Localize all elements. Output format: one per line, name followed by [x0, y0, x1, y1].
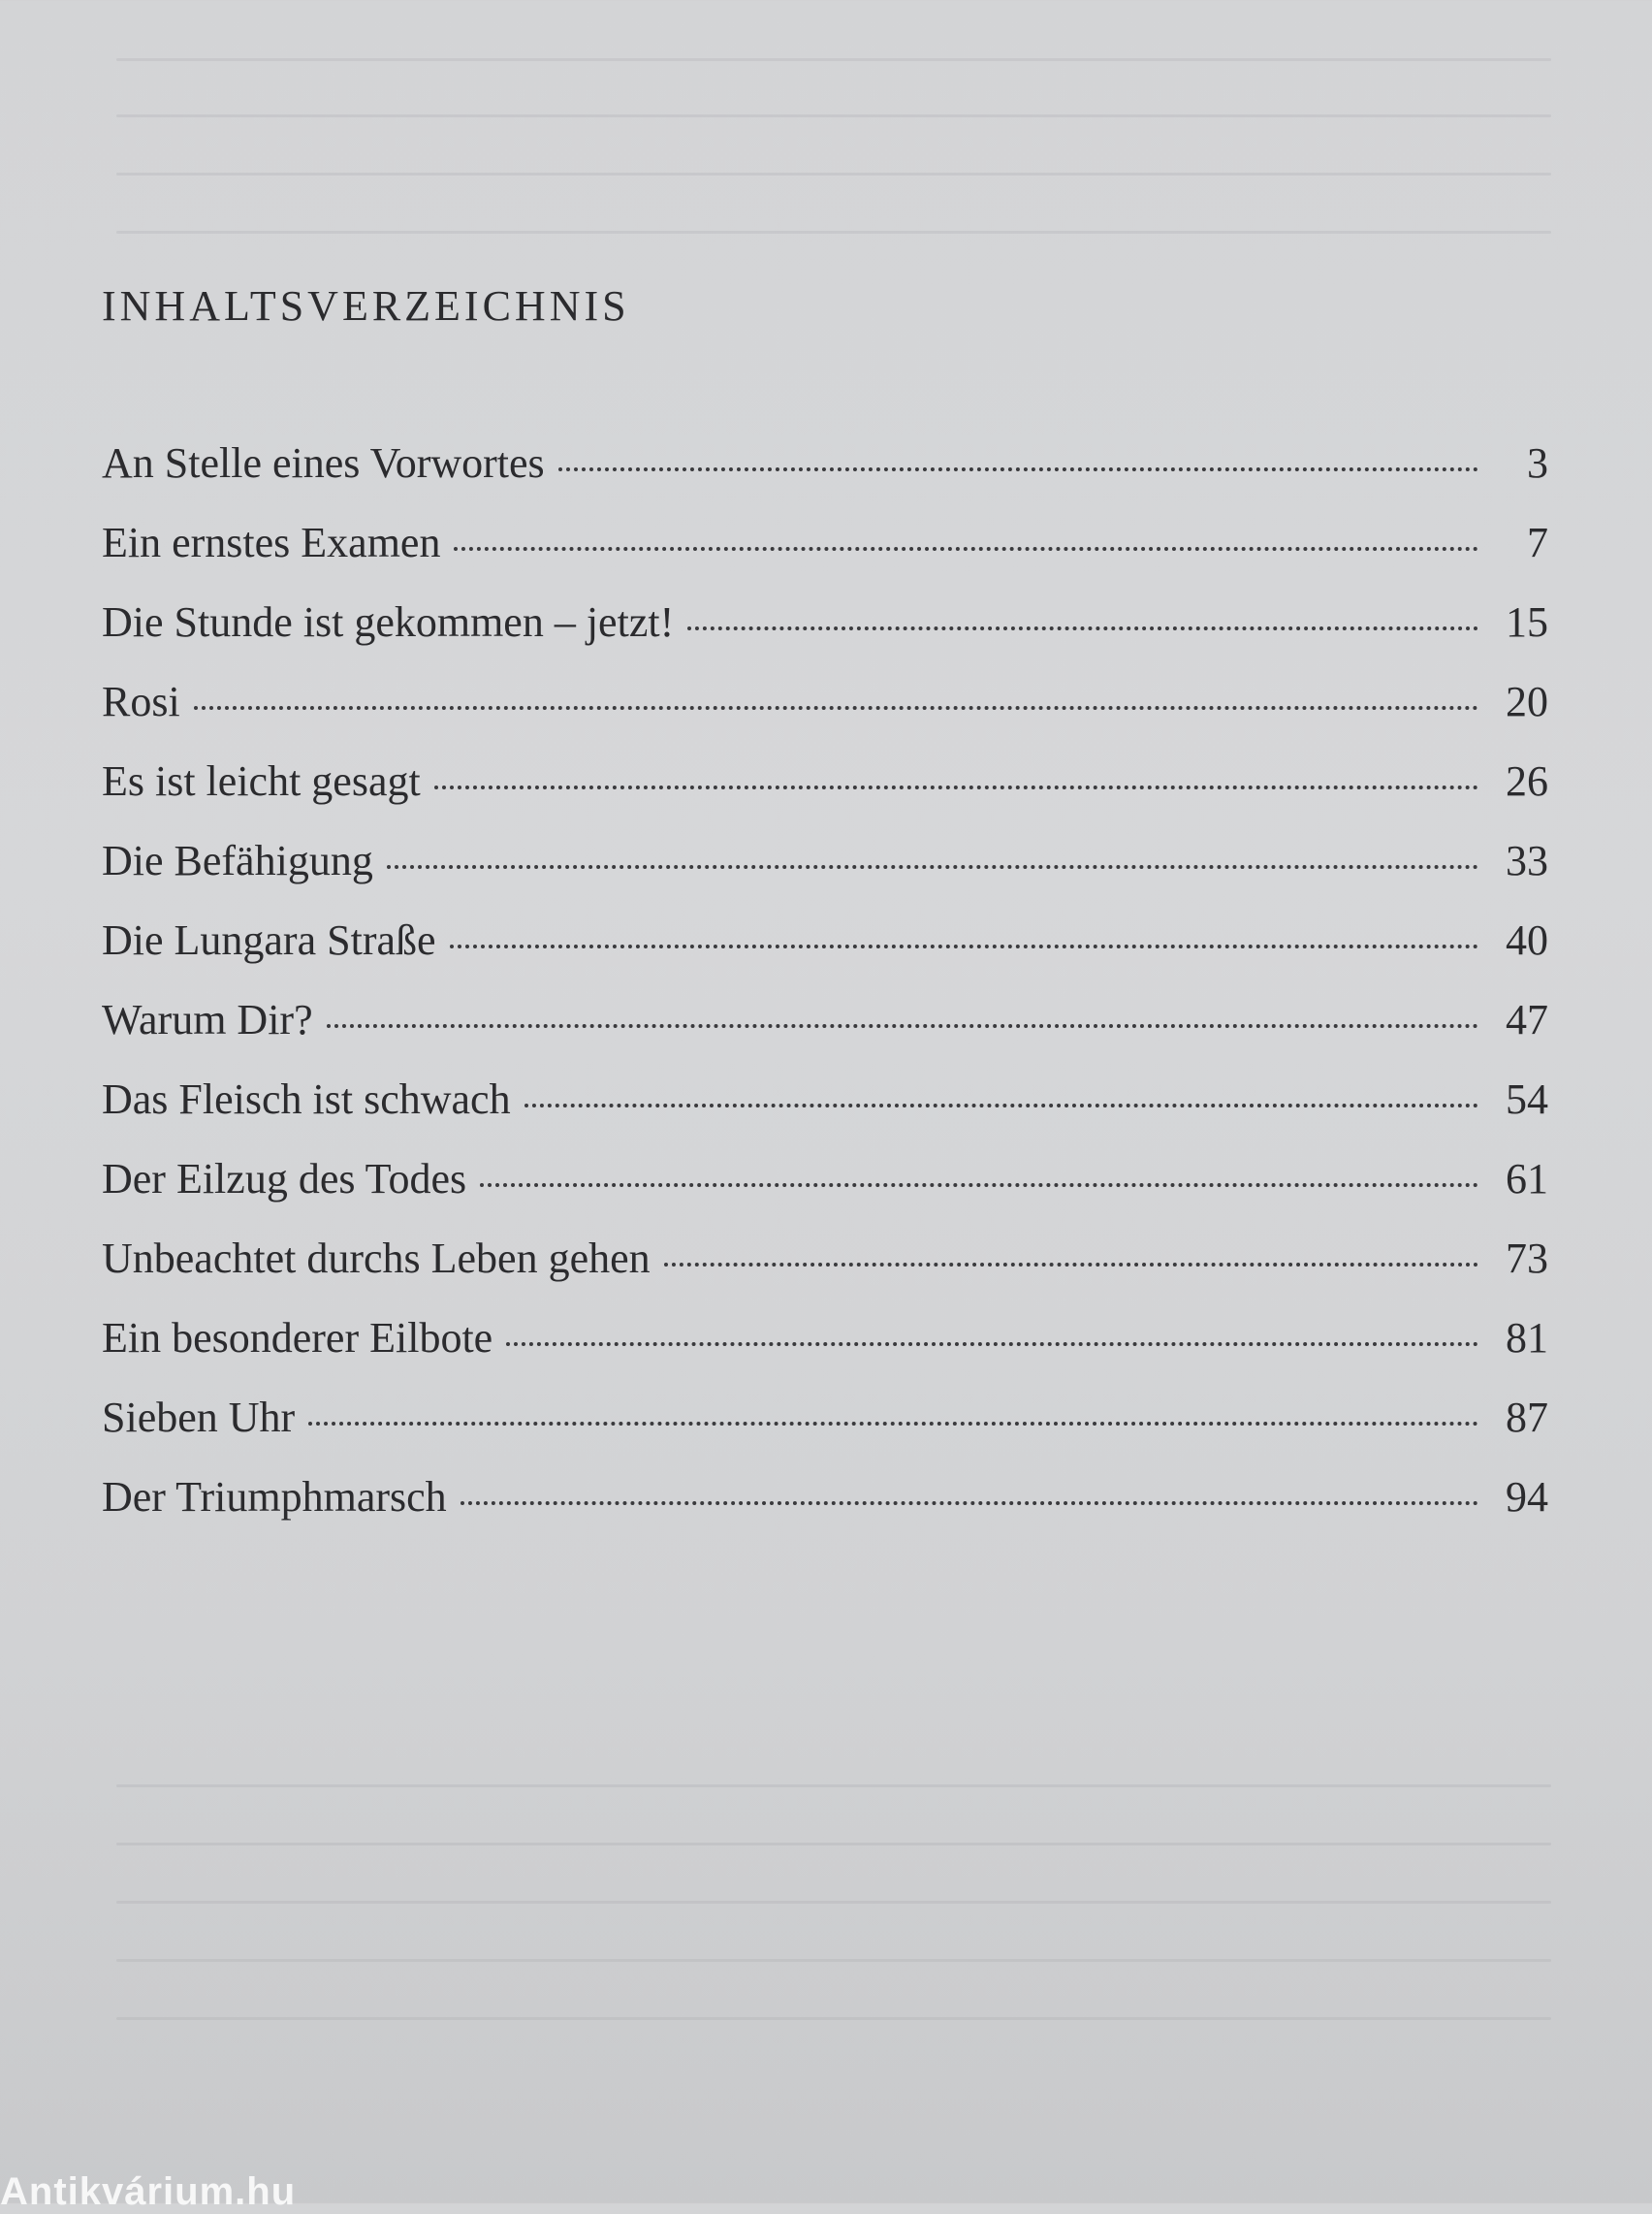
- toc-entry-page-number: 73: [1506, 1235, 1548, 1282]
- toc-entry-title: Sieben Uhr: [102, 1394, 296, 1441]
- toc-entry: [102, 677, 1548, 756]
- bleed-through-line: [116, 1784, 1551, 1787]
- dot-leader: [524, 1101, 1478, 1107]
- watermark-logo: Antikvárium.hu: [0, 2170, 297, 2213]
- toc-entry: [102, 756, 1548, 836]
- dot-leader: [434, 783, 1478, 789]
- toc-entry-title: Rosi: [102, 678, 180, 725]
- toc-entry-page-number: 81: [1506, 1314, 1548, 1362]
- dot-leader: [558, 465, 1478, 471]
- toc-entry: [102, 995, 1548, 1075]
- bleed-through-line: [116, 114, 1551, 117]
- toc-entry-page-number: 47: [1506, 996, 1548, 1043]
- dot-leader: [664, 1260, 1478, 1267]
- toc-entry-page-number: 7: [1527, 519, 1548, 566]
- toc-entry-page-number: 40: [1506, 916, 1548, 964]
- dot-leader: [450, 942, 1478, 948]
- toc-entry-page-number: 20: [1506, 678, 1548, 725]
- toc-entry-title: Unbeachtet durchs Leben gehen: [102, 1235, 651, 1282]
- toc-entry: [102, 1472, 1548, 1552]
- dot-leader: [327, 1021, 1478, 1028]
- bleed-through-line: [116, 1843, 1551, 1845]
- toc-entry: [102, 1393, 1548, 1472]
- toc-entry-title: Die Lungara Straße: [102, 916, 436, 964]
- toc-entry-title: Das Fleisch ist schwach: [102, 1075, 511, 1123]
- dot-leader: [308, 1419, 1478, 1426]
- bleed-through-line: [116, 1901, 1551, 1904]
- bleed-through-line: [116, 58, 1551, 61]
- bleed-through-line: [116, 2017, 1551, 2020]
- bleed-through-line: [116, 173, 1551, 176]
- toc-entry: [102, 915, 1548, 995]
- toc-list: [102, 438, 1548, 1552]
- toc-entry-title: Ein ernstes Examen: [102, 519, 441, 566]
- dot-leader: [506, 1339, 1478, 1346]
- toc-entry-title: Es ist leicht gesagt: [102, 757, 421, 805]
- dot-leader: [194, 703, 1478, 710]
- toc-entry-title: Die Befähigung: [102, 837, 373, 884]
- dot-leader: [480, 1180, 1478, 1187]
- toc-entry-title: Warum Dir?: [102, 996, 313, 1043]
- toc-entry: [102, 597, 1548, 677]
- dot-leader: [454, 544, 1478, 551]
- toc-entry: [102, 438, 1548, 518]
- toc-entry-title: Der Eilzug des Todes: [102, 1155, 467, 1203]
- bleed-through-line: [116, 231, 1551, 234]
- toc-entry: [102, 1234, 1548, 1313]
- toc-entry-page-number: 54: [1506, 1075, 1548, 1123]
- toc-entry-page-number: 33: [1506, 837, 1548, 884]
- dot-leader: [461, 1498, 1478, 1505]
- toc-entry: [102, 1075, 1548, 1154]
- toc-entry-title: Die Stunde ist gekommen – jetzt!: [102, 598, 675, 646]
- toc-entry-page-number: 15: [1506, 598, 1548, 646]
- toc-entry-page-number: 94: [1506, 1473, 1548, 1521]
- toc-entry-page-number: 61: [1506, 1155, 1548, 1203]
- toc-entry: [102, 836, 1548, 915]
- toc-entry-title: Der Triumphmarsch: [102, 1473, 447, 1521]
- toc-entry-page-number: 26: [1506, 757, 1548, 805]
- dot-leader: [687, 624, 1478, 630]
- toc-entry-page-number: 3: [1527, 439, 1548, 487]
- toc-entry: [102, 518, 1548, 597]
- toc-heading: INHALTSVERZEICHNIS: [102, 282, 630, 330]
- toc-entry-title: An Stelle eines Vorwortes: [102, 439, 545, 487]
- toc-entry-page-number: 87: [1506, 1394, 1548, 1441]
- toc-entry: [102, 1154, 1548, 1234]
- toc-entry-title: Ein besonderer Eilbote: [102, 1314, 493, 1362]
- toc-entry: [102, 1313, 1548, 1393]
- dot-leader: [387, 862, 1478, 869]
- bleed-through-line: [116, 1959, 1551, 1962]
